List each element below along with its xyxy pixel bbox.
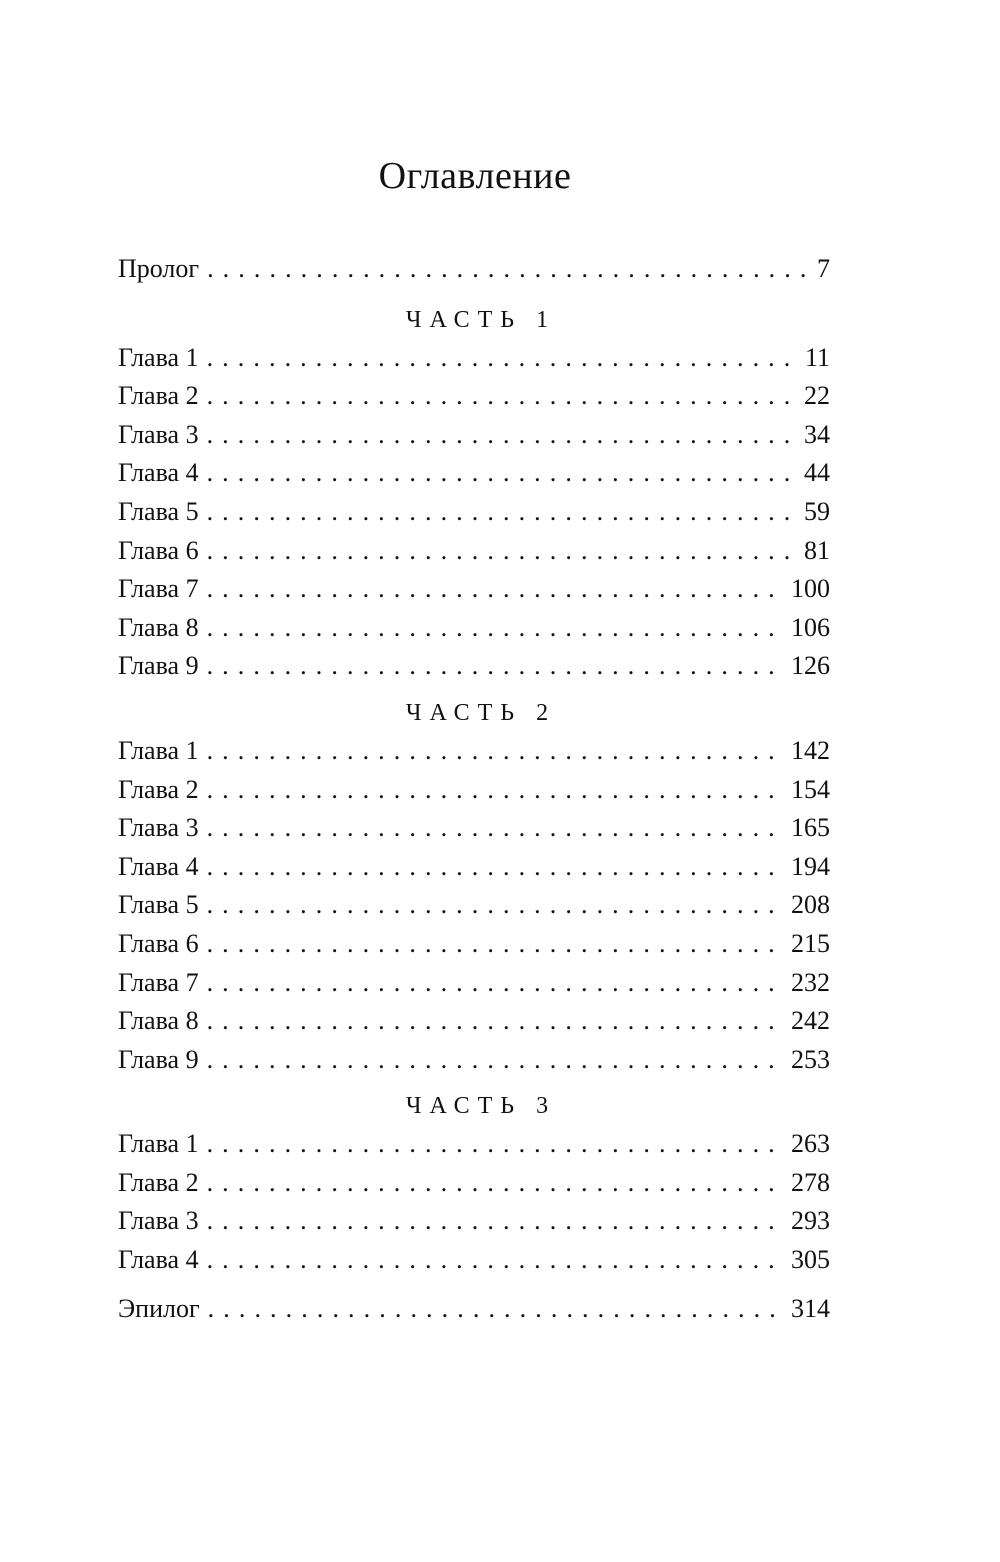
- toc-entry[interactable]: [118, 732, 830, 771]
- toc-entry-page-number: 106: [791, 612, 830, 642]
- toc-entry[interactable]: [118, 925, 830, 964]
- toc-entry-label: Эпилог: [118, 1293, 200, 1323]
- toc-entry-page-number: 253: [791, 1044, 830, 1074]
- toc-entry[interactable]: [118, 1202, 830, 1241]
- toc-entry-page-number: 34: [804, 419, 830, 449]
- toc-entry-page-number: 100: [791, 574, 830, 604]
- toc-entry-label: Глава 5: [118, 890, 199, 920]
- toc-entry[interactable]: [118, 1241, 830, 1280]
- toc-entry[interactable]: [118, 416, 830, 455]
- dot-leader: [207, 925, 785, 964]
- toc-entry[interactable]: [118, 339, 830, 378]
- dot-leader: [208, 1290, 785, 1329]
- toc-entry-epilogue[interactable]: [118, 1290, 830, 1329]
- toc-entry[interactable]: [118, 493, 830, 532]
- part-heading: ЧАСТЬ 1: [405, 306, 557, 333]
- dot-leader: [207, 1202, 785, 1241]
- dot-leader: [207, 1125, 785, 1164]
- page-title: Оглавление: [378, 155, 572, 197]
- dot-leader: [207, 964, 785, 1003]
- dot-leader: [207, 809, 785, 848]
- toc-entry-page-number: 81: [804, 535, 830, 565]
- toc-entry-label: Глава 2: [118, 1167, 199, 1197]
- toc-entry-label: Глава 7: [118, 967, 199, 997]
- toc-entry-page-number: 208: [791, 890, 830, 920]
- dot-leader: [207, 771, 785, 810]
- toc-entry-page-number: 263: [791, 1129, 830, 1159]
- toc-entry-label: Пролог: [118, 254, 200, 283]
- toc-entry[interactable]: [118, 647, 830, 686]
- part-heading: ЧАСТЬ 3: [405, 1093, 557, 1120]
- toc-entry-page-number: 59: [804, 496, 830, 526]
- toc-entry-page-number: 278: [791, 1167, 830, 1197]
- toc-entry-label: Глава 7: [118, 574, 199, 604]
- dot-leader: [207, 416, 798, 455]
- toc-entry-page-number: 142: [791, 735, 830, 765]
- dot-leader: [207, 647, 785, 686]
- toc-entry-label: Глава 3: [118, 1206, 199, 1236]
- dot-leader: [207, 493, 798, 532]
- toc-entry[interactable]: [118, 454, 830, 493]
- dot-leader: [207, 886, 785, 925]
- toc-entry-page-number: 232: [791, 967, 830, 997]
- toc-entry-page-number: 194: [791, 851, 830, 881]
- toc-entry[interactable]: [118, 377, 830, 416]
- toc-entry-label: Глава 9: [118, 651, 199, 681]
- toc-entry[interactable]: [118, 1125, 830, 1164]
- toc-entry-label: Глава 2: [118, 381, 199, 411]
- dot-leader: [207, 732, 785, 771]
- dot-leader: [207, 1241, 785, 1280]
- toc-entry-label: Глава 9: [118, 1044, 199, 1074]
- toc-entry-page-number: 305: [791, 1245, 830, 1275]
- toc-entry[interactable]: [118, 964, 830, 1003]
- toc-entry-page-number: 11: [804, 342, 830, 372]
- toc-entry-page-number: 7: [817, 254, 830, 283]
- dot-leader: [207, 609, 785, 648]
- toc-entry-page-number: 44: [804, 458, 830, 488]
- toc-entry-page-number: 154: [791, 774, 830, 804]
- dot-leader: [207, 339, 799, 378]
- toc-entry[interactable]: [118, 809, 830, 848]
- toc-entry[interactable]: [118, 848, 830, 887]
- toc-entry[interactable]: [118, 532, 830, 571]
- toc-entry[interactable]: [118, 771, 830, 810]
- toc-entry-label: Глава 3: [118, 419, 199, 449]
- toc-entry-label: Глава 1: [118, 735, 199, 765]
- toc-entry-page-number: 215: [791, 928, 830, 958]
- toc-entry-page-number: 314: [791, 1293, 830, 1323]
- toc-entry-label: Глава 3: [118, 813, 199, 843]
- toc-entry-label: Глава 8: [118, 1006, 199, 1036]
- table-of-contents: [118, 250, 830, 1328]
- toc-entry-page-number: 165: [791, 813, 830, 843]
- dot-leader: [207, 250, 811, 289]
- toc-entry-label: Глава 6: [118, 928, 199, 958]
- toc-entry-page-number: 22: [804, 381, 830, 411]
- toc-entry-label: Глава 4: [118, 851, 199, 881]
- toc-entry-label: Глава 1: [118, 342, 199, 372]
- toc-entry-page-number: 126: [791, 651, 830, 681]
- toc-entry[interactable]: [118, 1041, 830, 1080]
- dot-leader: [207, 532, 798, 571]
- toc-entry-label: Глава 1: [118, 1129, 199, 1159]
- dot-leader: [207, 454, 798, 493]
- dot-leader: [207, 1041, 785, 1080]
- toc-entry-page-number: 293: [791, 1206, 830, 1236]
- toc-entry-page-number: 242: [791, 1006, 830, 1036]
- toc-entry[interactable]: [118, 570, 830, 609]
- dot-leader: [207, 570, 785, 609]
- toc-entry-label: Глава 4: [118, 1245, 199, 1275]
- dot-leader: [207, 848, 785, 887]
- dot-leader: [207, 1002, 785, 1041]
- toc-entry-label: Глава 2: [118, 774, 199, 804]
- toc-entry[interactable]: [118, 1002, 830, 1041]
- dot-leader: [207, 377, 798, 416]
- part-heading: ЧАСТЬ 2: [405, 699, 557, 726]
- toc-entry-label: Глава 6: [118, 535, 199, 565]
- toc-entry[interactable]: [118, 1164, 830, 1203]
- toc-entry[interactable]: [118, 609, 830, 648]
- toc-entry[interactable]: [118, 886, 830, 925]
- toc-entry-label: Глава 8: [118, 612, 199, 642]
- toc-entry-label: Глава 4: [118, 458, 199, 488]
- toc-entry-label: Глава 5: [118, 496, 199, 526]
- toc-entry-prologue[interactable]: [118, 250, 830, 289]
- dot-leader: [207, 1164, 785, 1203]
